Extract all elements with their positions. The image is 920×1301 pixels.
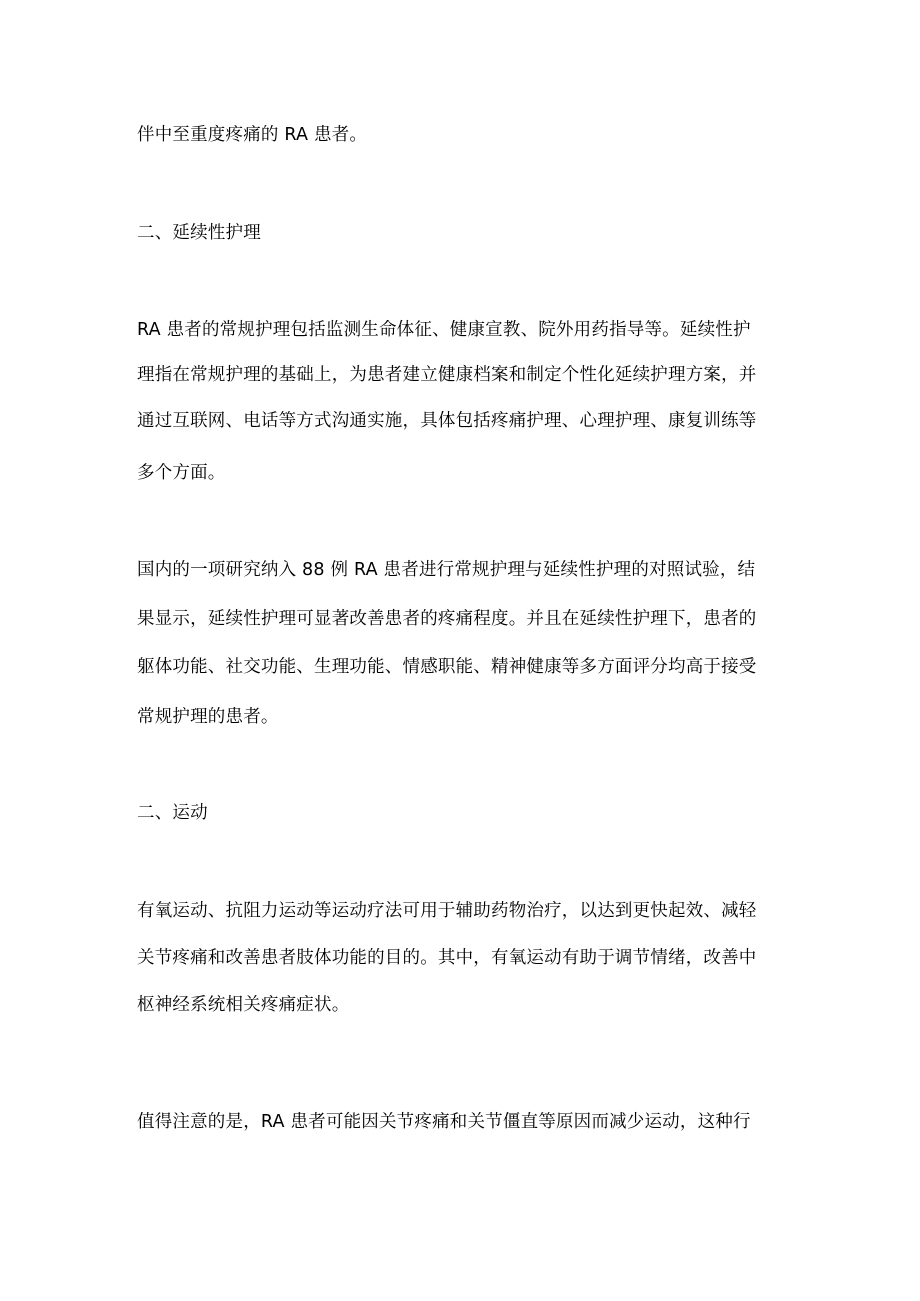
paragraph-continuing-care-line-2: 理指在常规护理的基础上，为患者建立健康档案和制定个性化延续护理方案，并 [137,365,757,385]
paragraph-continuing-care-line-3: 通过互联网、电话等方式沟通实施，具体包括疼痛护理、心理护理、康复训练等 [137,411,757,431]
paragraph-exercise-line-1: 有氧运动、抗阻力运动等运动疗法可用于辅助药物治疗，以达到更快起效、减轻 [137,901,757,921]
paragraph-continuing-care-line-1: RA 患者的常规护理包括监测生命体征、健康宣教、院外用药指导等。延续性护 [137,320,751,340]
paragraph-continuation-line-1: 伴中至重度疼痛的 RA 患者。 [137,125,368,145]
paragraph-study-line-1: 国内的一项研究纳入 88 例 RA 患者进行常规护理与延续性护理的对照试验，结 [137,560,756,580]
paragraph-continuing-care-line-4: 多个方面。 [137,463,226,483]
paragraph-study-line-4: 常规护理的患者。 [137,707,279,727]
paragraph-study-line-2: 果显示，延续性护理可显著改善患者的疼痛程度。并且在延续性护理下，患者的 [137,609,757,629]
paragraph-note-line-1: 值得注意的是，RA 患者可能因关节疼痛和关节僵直等原因而减少运动，这种行 [137,1112,751,1132]
paragraph-exercise-line-2: 关节疼痛和改善患者肢体功能的目的。其中，有氧运动有助于调节情绪，改善中 [137,948,757,968]
paragraph-study-line-3: 躯体功能、社交功能、生理功能、情感职能、精神健康等多方面评分均高于接受 [137,657,757,677]
section-heading-continuing-care: 二、延续性护理 [137,223,261,243]
paragraph-exercise-line-3: 枢神经系统相关疼痛症状。 [137,995,350,1015]
section-heading-exercise: 二、运动 [137,803,208,823]
